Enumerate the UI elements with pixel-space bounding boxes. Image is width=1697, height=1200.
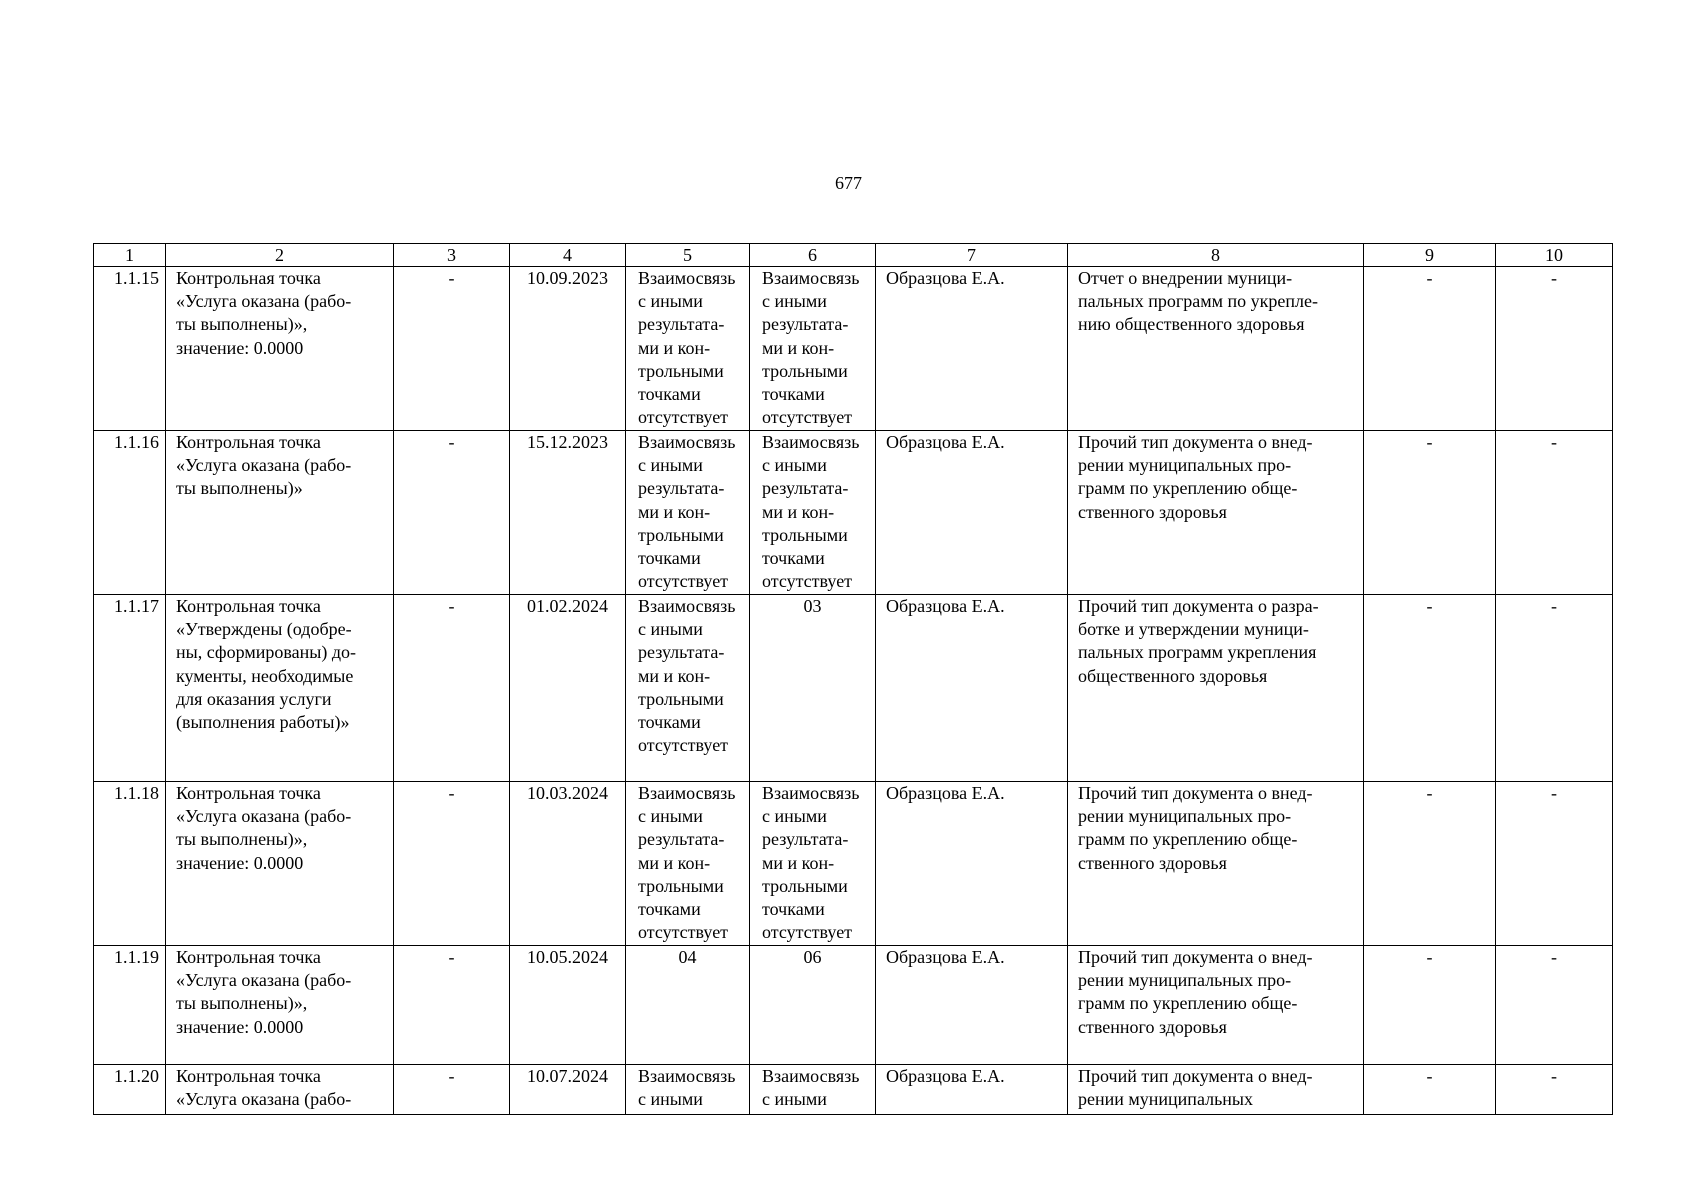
row-number-cell: 1.1.15 bbox=[94, 267, 166, 431]
column-9-cell: - bbox=[1364, 595, 1496, 782]
table-row bbox=[94, 946, 1613, 1065]
column-5-cell: Взаимосвязь с иными результата- ми и кон- трольными точками отсутствует bbox=[626, 782, 750, 946]
row-number-cell: 1.1.16 bbox=[94, 431, 166, 595]
header-cell: 6 bbox=[750, 244, 876, 267]
control-point-name-cell: Контрольная точка «Услуга оказана (рабо- ты выполнены)», значение: 0.0000 bbox=[166, 782, 394, 946]
document-type-cell: Прочий тип документа о внед- рении муниципальных про- грамм по укреплению обще- ственного здоровья bbox=[1068, 946, 1364, 1065]
table-row bbox=[94, 1065, 1613, 1115]
column-6-cell: Взаимосвязь с иными результата- ми и кон- трольными точками отсутствует bbox=[750, 267, 876, 431]
column-9-cell: - bbox=[1364, 946, 1496, 1065]
row-number-cell: 1.1.19 bbox=[94, 946, 166, 1065]
column-6-cell: 03 bbox=[750, 595, 876, 782]
column-3-cell: - bbox=[394, 431, 510, 595]
document-type-cell: Прочий тип документа о внед- рении муниципальных про- грамм по укреплению обще- ственного здоровья bbox=[1068, 431, 1364, 595]
responsible-cell: Образцова Е.А. bbox=[876, 782, 1068, 946]
header-cell: 8 bbox=[1068, 244, 1364, 267]
column-10-cell: - bbox=[1496, 1065, 1613, 1115]
control-point-name-cell: Контрольная точка «Услуга оказана (рабо- ты выполнены)», значение: 0.0000 bbox=[166, 946, 394, 1065]
column-6-cell: Взаимосвязь с иными bbox=[750, 1065, 876, 1115]
header-cell: 4 bbox=[510, 244, 626, 267]
column-5-cell: Взаимосвязь с иными результата- ми и кон- трольными точками отсутствует bbox=[626, 431, 750, 595]
responsible-cell: Образцова Е.А. bbox=[876, 946, 1068, 1065]
table-row bbox=[94, 782, 1613, 946]
header-cell: 9 bbox=[1364, 244, 1496, 267]
column-5-cell: Взаимосвязь с иными bbox=[626, 1065, 750, 1115]
row-number-cell: 1.1.20 bbox=[94, 1065, 166, 1115]
date-cell: 10.09.2023 bbox=[510, 267, 626, 431]
column-10-cell: - bbox=[1496, 431, 1613, 595]
table-row bbox=[94, 431, 1613, 595]
column-5-cell: Взаимосвязь с иными результата- ми и кон- трольными точками отсутствует bbox=[626, 595, 750, 782]
date-cell: 10.05.2024 bbox=[510, 946, 626, 1065]
header-cell: 2 bbox=[166, 244, 394, 267]
header-cell: 3 bbox=[394, 244, 510, 267]
column-6-cell: Взаимосвязь с иными результата- ми и кон- трольными точками отсутствует bbox=[750, 782, 876, 946]
document-type-cell: Отчет о внедрении муници- пальных программ по укрепле- нию общественного здоровья bbox=[1068, 267, 1364, 431]
column-9-cell: - bbox=[1364, 782, 1496, 946]
column-3-cell: - bbox=[394, 1065, 510, 1115]
document-type-cell: Прочий тип документа о разра- ботке и утверждении муници- пальных программ укрепления общественного здоровья bbox=[1068, 595, 1364, 782]
document-type-cell: Прочий тип документа о внед- рении муниципальных про- грамм по укреплению обще- ственного здоровья bbox=[1068, 782, 1364, 946]
column-9-cell: - bbox=[1364, 267, 1496, 431]
control-point-name-cell: Контрольная точка «Услуга оказана (рабо- bbox=[166, 1065, 394, 1115]
page-number: 677 bbox=[835, 173, 862, 193]
header-cell: 10 bbox=[1496, 244, 1613, 267]
column-9-cell: - bbox=[1364, 1065, 1496, 1115]
column-6-cell: 06 bbox=[750, 946, 876, 1065]
control-points-table bbox=[93, 243, 1613, 1115]
column-5-cell: 04 bbox=[626, 946, 750, 1065]
column-3-cell: - bbox=[394, 782, 510, 946]
column-10-cell: - bbox=[1496, 782, 1613, 946]
responsible-cell: Образцова Е.А. bbox=[876, 1065, 1068, 1115]
responsible-cell: Образцова Е.А. bbox=[876, 267, 1068, 431]
date-cell: 10.03.2024 bbox=[510, 782, 626, 946]
column-10-cell: - bbox=[1496, 946, 1613, 1065]
date-cell: 15.12.2023 bbox=[510, 431, 626, 595]
column-3-cell: - bbox=[394, 946, 510, 1065]
header-cell: 1 bbox=[94, 244, 166, 267]
control-point-name-cell: Контрольная точка «Услуга оказана (рабо- ты выполнены)» bbox=[166, 431, 394, 595]
date-cell: 01.02.2024 bbox=[510, 595, 626, 782]
column-5-cell: Взаимосвязь с иными результата- ми и кон- трольными точками отсутствует bbox=[626, 267, 750, 431]
header-cell: 5 bbox=[626, 244, 750, 267]
table-header-row bbox=[94, 244, 1613, 267]
column-6-cell: Взаимосвязь с иными результата- ми и кон- трольными точками отсутствует bbox=[750, 431, 876, 595]
row-number-cell: 1.1.18 bbox=[94, 782, 166, 946]
document-type-cell: Прочий тип документа о внед- рении муниципальных bbox=[1068, 1065, 1364, 1115]
responsible-cell: Образцова Е.А. bbox=[876, 431, 1068, 595]
column-10-cell: - bbox=[1496, 595, 1613, 782]
column-3-cell: - bbox=[394, 267, 510, 431]
column-10-cell: - bbox=[1496, 267, 1613, 431]
date-cell: 10.07.2024 bbox=[510, 1065, 626, 1115]
column-9-cell: - bbox=[1364, 431, 1496, 595]
control-point-name-cell: Контрольная точка «Утверждены (одобре- ны, сформированы) до- кументы, необходимые для оказания услуги (выполнения работы)» bbox=[166, 595, 394, 782]
table-row bbox=[94, 595, 1613, 782]
table-row bbox=[94, 267, 1613, 431]
responsible-cell: Образцова Е.А. bbox=[876, 595, 1068, 782]
control-point-name-cell: Контрольная точка «Услуга оказана (рабо- ты выполнены)», значение: 0.0000 bbox=[166, 267, 394, 431]
row-number-cell: 1.1.17 bbox=[94, 595, 166, 782]
header-cell: 7 bbox=[876, 244, 1068, 267]
column-3-cell: - bbox=[394, 595, 510, 782]
